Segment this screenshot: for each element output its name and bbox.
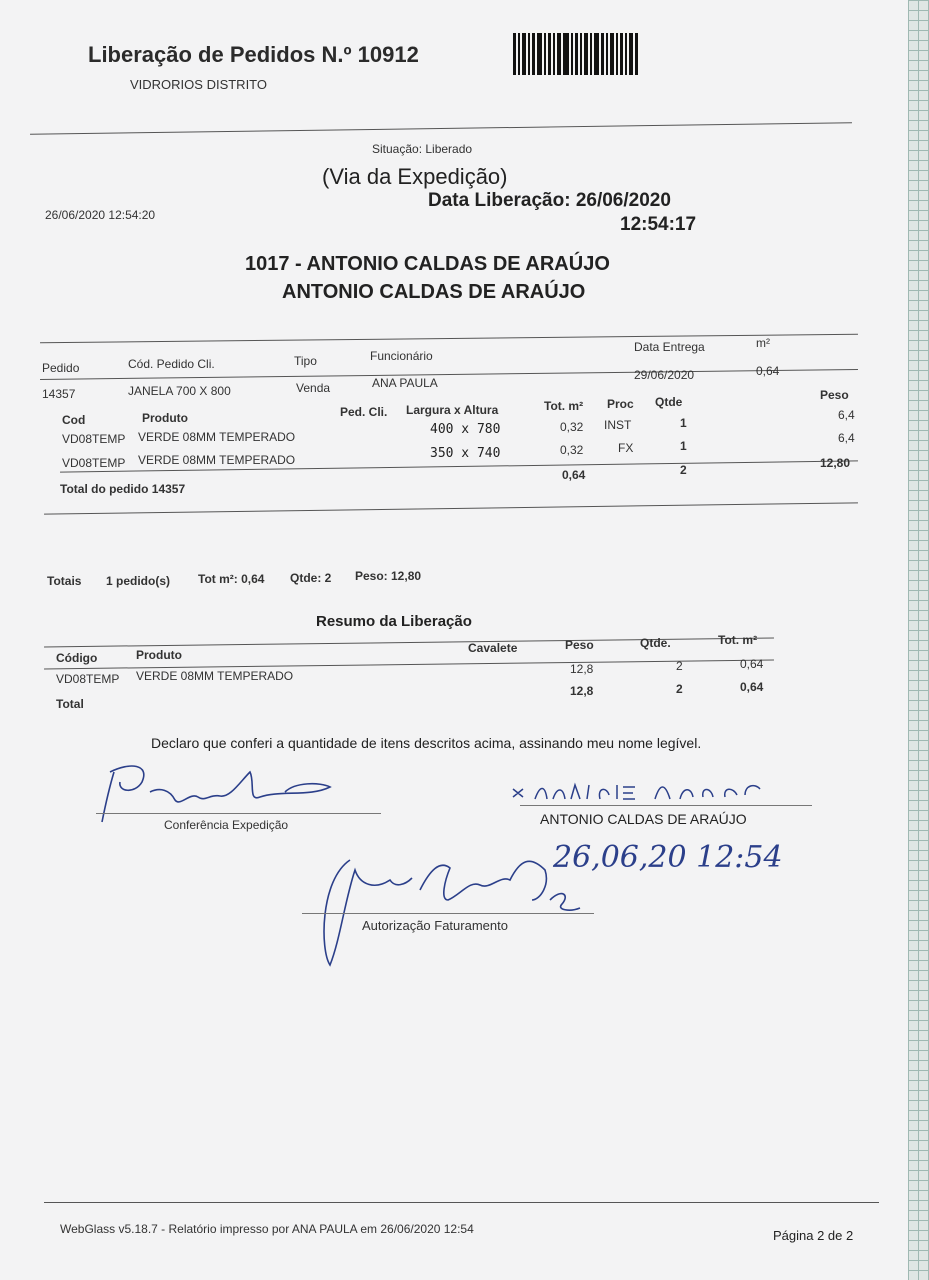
via-label: (Via da Expedição) bbox=[322, 164, 508, 189]
resumo-col-tot-m2: Tot. m² bbox=[718, 633, 758, 647]
footer-rule bbox=[44, 1202, 879, 1203]
item-col-cod: Cod bbox=[62, 413, 86, 427]
item-col-ped-cli: Ped. Cli. bbox=[340, 405, 388, 419]
item-1-proc: INST bbox=[604, 418, 632, 432]
situacao-status: Situação: Liberado bbox=[372, 142, 473, 156]
item-col-largura-altura: Largura x Altura bbox=[406, 403, 499, 417]
order-data-entrega: 29/06/2020 bbox=[634, 368, 695, 382]
resumo-total-peso: 12,8 bbox=[570, 684, 594, 698]
item-1-produto: VERDE 08MM TEMPERADO bbox=[138, 430, 296, 444]
resumo-col-peso: Peso bbox=[565, 638, 594, 652]
item-col-produto: Produto bbox=[142, 411, 188, 425]
autorizacao-label: Autorização Faturamento bbox=[362, 918, 508, 933]
barcode bbox=[513, 33, 659, 75]
resumo-row-codigo: VD08TEMP bbox=[56, 672, 120, 686]
totals-peso: Peso: 12,80 bbox=[355, 569, 422, 583]
item-1-dim: 400 x 780 bbox=[430, 422, 501, 437]
client-code-name: 1017 - ANTONIO CALDAS DE ARAÚJO bbox=[245, 253, 610, 275]
resumo-row-tot-m2: 0,64 bbox=[740, 657, 764, 671]
order-pedido: 14357 bbox=[42, 387, 76, 401]
handwritten-date: 26,06,20 12:54 bbox=[553, 840, 783, 875]
resumo-total-label: Total bbox=[56, 697, 84, 711]
cliente-label: ANTONIO CALDAS DE ARAÚJO bbox=[540, 811, 747, 827]
conferencia-line bbox=[96, 813, 381, 814]
order-tipo: Venda bbox=[296, 381, 331, 395]
item-1-cod: VD08TEMP bbox=[62, 432, 126, 446]
totals-tot-m2: Tot m²: 0,64 bbox=[198, 572, 265, 586]
item-col-proc: Proc bbox=[607, 397, 634, 411]
order-funcionario: ANA PAULA bbox=[372, 376, 438, 390]
order-m2: 0,64 bbox=[756, 364, 780, 378]
resumo-row-qtde: 2 bbox=[676, 659, 683, 673]
totals-label: Totais bbox=[47, 574, 82, 588]
resumo-total-tot-m2: 0,64 bbox=[740, 680, 764, 694]
col-cod-pedido-cli: Cód. Pedido Cli. bbox=[128, 357, 215, 371]
order-cod-pedido-cli: JANELA 700 X 800 bbox=[128, 384, 231, 398]
footer-page-number: Página 2 de 2 bbox=[773, 1228, 854, 1243]
item-col-peso: Peso bbox=[820, 388, 849, 402]
item-2-peso: 6,4 bbox=[838, 431, 855, 445]
item-col-tot-m2: Tot. m² bbox=[544, 399, 584, 413]
item-2-cod: VD08TEMP bbox=[62, 456, 126, 470]
footer-printed-by: WebGlass v5.18.7 - Relatório impresso por ANA PAULA em 26/06/2020 12:54 bbox=[60, 1222, 474, 1236]
conferencia-label: Conferência Expedição bbox=[164, 818, 289, 832]
item-2-proc: FX bbox=[618, 441, 634, 455]
totals-pedidos: 1 pedido(s) bbox=[106, 574, 171, 588]
company-name: VIDRORIOS DISTRITO bbox=[130, 77, 267, 92]
grid-paper-edge bbox=[908, 0, 929, 1280]
item-2-tot-m2: 0,32 bbox=[560, 443, 584, 457]
resumo-title: Resumo da Liberação bbox=[316, 613, 472, 630]
resumo-col-qtde: Qtde. bbox=[640, 636, 671, 650]
order-total-peso: 12,80 bbox=[820, 456, 851, 470]
item-2-qtde: 1 bbox=[680, 439, 687, 453]
col-funcionario: Funcionário bbox=[370, 349, 433, 363]
col-m2: m² bbox=[756, 336, 770, 350]
col-data-entrega: Data Entrega bbox=[634, 340, 705, 354]
resumo-row-peso: 12,8 bbox=[570, 662, 594, 676]
signature-autorizacao bbox=[300, 840, 600, 970]
signature-cliente bbox=[505, 775, 815, 809]
resumo-col-produto: Produto bbox=[136, 648, 182, 662]
autorizacao-line bbox=[302, 913, 594, 914]
item-col-qtde: Qtde bbox=[655, 395, 683, 409]
item-1-peso: 6,4 bbox=[838, 408, 855, 422]
resumo-total-qtde: 2 bbox=[676, 682, 683, 696]
resumo-col-cavalete: Cavalete bbox=[468, 641, 518, 655]
resumo-row-produto: VERDE 08MM TEMPERADO bbox=[136, 669, 294, 683]
order-total-m2: 0,64 bbox=[562, 468, 586, 482]
item-1-qtde: 1 bbox=[680, 416, 687, 430]
client-name: ANTONIO CALDAS DE ARAÚJO bbox=[282, 281, 586, 303]
order-total-qtde: 2 bbox=[680, 463, 687, 477]
order-total-label: Total do pedido 14357 bbox=[60, 482, 186, 496]
item-2-produto: VERDE 08MM TEMPERADO bbox=[138, 453, 296, 467]
item-2-dim: 350 x 740 bbox=[430, 446, 501, 461]
col-tipo: Tipo bbox=[294, 354, 317, 368]
data-liberacao-time: 12:54:17 bbox=[620, 214, 697, 235]
data-liberacao: Data Liberação: 26/06/2020 bbox=[428, 190, 671, 211]
totals-qtde: Qtde: 2 bbox=[290, 571, 332, 585]
col-pedido: Pedido bbox=[42, 361, 80, 375]
item-1-tot-m2: 0,32 bbox=[560, 420, 584, 434]
report-title: Liberação de Pedidos N.º 10912 bbox=[88, 42, 419, 67]
print-datetime: 26/06/2020 12:54:20 bbox=[45, 208, 156, 222]
resumo-col-codigo: Código bbox=[56, 651, 98, 665]
declaration-text: Declaro que conferi a quantidade de itens descritos acima, assinando meu nome legível. bbox=[151, 735, 702, 751]
cliente-line bbox=[520, 805, 812, 806]
